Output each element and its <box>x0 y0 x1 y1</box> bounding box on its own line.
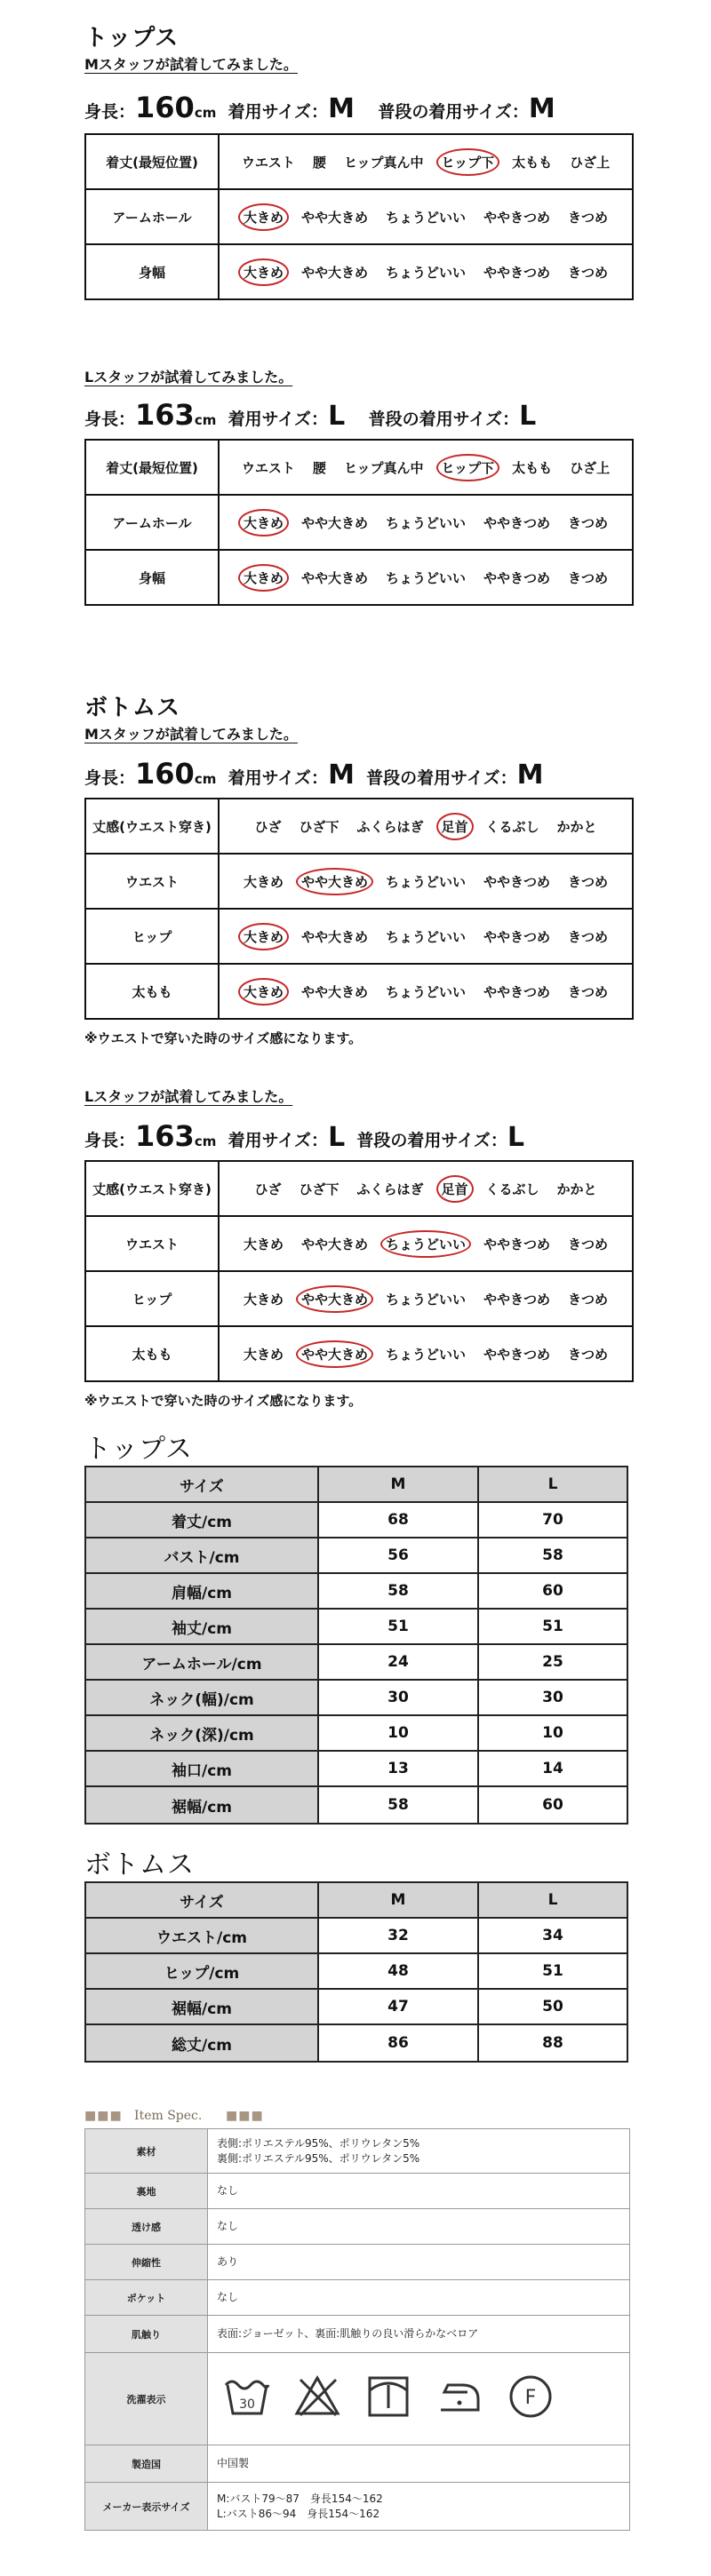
size-row <box>86 1716 627 1752</box>
size-row <box>86 2025 627 2061</box>
size-label: 着用サイズ： <box>228 1131 329 1150</box>
spec-value-line: 表側:ポリエステル95%、ポリウレタン5% <box>217 2137 420 2151</box>
fit-option: きつめ <box>568 514 609 531</box>
spec-row <box>85 2174 630 2209</box>
fit-option: きつめ <box>568 983 609 1000</box>
size-value: 50 <box>479 1990 627 2025</box>
spec-row <box>85 2353 630 2445</box>
size-row <box>86 1990 627 2025</box>
fit-option-selected: やや大きめ <box>296 1285 373 1313</box>
dry-clean-letter: F <box>524 2387 537 2410</box>
fit-option: 大きめ <box>243 1346 284 1363</box>
height-label: 身長： <box>84 768 136 788</box>
spec-label: メーカー表示サイズ <box>85 2483 208 2531</box>
fit-options <box>219 1326 633 1381</box>
no-bleach-icon <box>293 2373 341 2424</box>
size-value: 47 <box>319 1990 479 2025</box>
bottoms-m-measurements <box>84 757 544 791</box>
fit-row <box>85 964 633 1019</box>
fit-row-label: ウエスト <box>85 1216 219 1271</box>
fit-row-label: ウエスト <box>85 854 219 909</box>
spec-value <box>208 2445 630 2483</box>
size-value: 24 <box>319 1645 479 1681</box>
size-row <box>86 1574 627 1610</box>
size-row <box>86 1538 627 1574</box>
size-value: 56 <box>319 1538 479 1574</box>
spec-label: 素材 <box>85 2129 208 2174</box>
size-row-label: ウエスト/cm <box>86 1919 319 1954</box>
fit-option: ひざ <box>254 818 282 835</box>
spec-value-line: 裏側:ポリエステル95%、ポリウレタン5% <box>217 2151 420 2165</box>
height-unit: cm <box>194 771 217 787</box>
fit-option: ひざ下 <box>299 1181 340 1197</box>
fit-option: やや大きめ <box>300 209 368 226</box>
size-row-label: 裾幅/cm <box>86 1990 319 2025</box>
spec-value <box>208 2245 630 2280</box>
fit-option-selected: 大きめ <box>238 564 289 592</box>
fit-row <box>85 244 633 299</box>
fit-option-selected: ヒップ下 <box>436 148 500 176</box>
spec-label: 洗濯表示 <box>85 2353 208 2445</box>
spec-label: ポケット <box>85 2280 208 2316</box>
fit-options <box>219 909 633 964</box>
spec-value-line: なし <box>217 2291 239 2304</box>
fit-option: やや大きめ <box>300 514 368 531</box>
height-label: 身長： <box>84 409 136 429</box>
fit-option: きつめ <box>568 928 609 945</box>
usual-size-label: 普段の着用サイズ： <box>378 102 529 122</box>
tops-size-title: トップス <box>84 1434 193 1465</box>
fit-option: かかと <box>556 1181 597 1197</box>
height-value: 160 <box>135 91 195 124</box>
spec-value <box>208 2129 630 2174</box>
spec-label: 透け感 <box>85 2209 208 2245</box>
bottoms-l-measurements <box>84 1119 524 1153</box>
fit-option: ちょうどいい <box>385 983 466 1000</box>
fit-option: ヒップ真ん中 <box>343 459 424 476</box>
fit-option: ちょうどいい <box>385 1346 466 1363</box>
fit-option: ややきつめ <box>483 209 551 226</box>
size-value: 51 <box>479 1954 627 1990</box>
fit-option: ややきつめ <box>483 1291 551 1308</box>
spec-row <box>85 2316 630 2353</box>
size-row-label: 袖丈/cm <box>86 1610 319 1645</box>
fit-row <box>85 550 633 605</box>
tops-m-fit-table <box>84 133 634 300</box>
fit-option: 腰 <box>312 154 326 171</box>
fit-option: 太もも <box>512 459 553 476</box>
bottoms-m-staff-caption: Mスタッフが試着してみました。 <box>84 726 298 743</box>
height-label: 身長： <box>84 1131 136 1150</box>
fit-row-label: ヒップ <box>85 909 219 964</box>
fit-option: 腰 <box>312 459 326 476</box>
size-header-cell: L <box>479 1467 627 1503</box>
fit-row <box>85 854 633 909</box>
fit-option: ややきつめ <box>483 1346 551 1363</box>
spec-value-line: L:バスト86〜94 身長154〜162 <box>217 2507 380 2520</box>
usual-size-value: L <box>519 401 537 432</box>
size-value: M <box>328 759 355 791</box>
fit-option: 大きめ <box>243 1236 284 1252</box>
tops-size-table <box>84 1466 628 1825</box>
bottoms-m-note: ※ウエストで穿いた時のサイズ感になります。 <box>84 1030 363 1046</box>
fit-options <box>219 189 633 244</box>
size-row <box>86 1954 627 1990</box>
fit-row-label: 丈感(ウエスト穿き) <box>85 799 219 854</box>
fit-option: ちょうどいい <box>385 209 466 226</box>
fit-options <box>219 964 633 1019</box>
size-value: 30 <box>479 1681 627 1716</box>
height-unit: cm <box>194 1133 217 1149</box>
bottoms-m-fit-table <box>84 798 634 1020</box>
fit-option: かかと <box>556 818 597 835</box>
size-header-row <box>86 1467 627 1503</box>
spec-value <box>208 2209 630 2245</box>
size-row-label: 着丈/cm <box>86 1503 319 1538</box>
height-unit: cm <box>194 105 217 121</box>
fit-row-label: アームホール <box>85 189 219 244</box>
spec-row <box>85 2245 630 2280</box>
size-value: 51 <box>319 1610 479 1645</box>
fit-option: きつめ <box>568 873 609 890</box>
fit-option: やや大きめ <box>300 1236 368 1252</box>
size-row <box>86 1610 627 1645</box>
size-value: 48 <box>319 1954 479 1990</box>
height-unit: cm <box>194 412 217 428</box>
fit-option-selected: 大きめ <box>238 258 289 286</box>
fit-option: ちょうどいい <box>385 873 466 890</box>
spec-value <box>208 2353 630 2445</box>
fit-row-label: 太もも <box>85 1326 219 1381</box>
fit-option: ヒップ真ん中 <box>343 154 424 171</box>
fit-row <box>85 1161 633 1216</box>
bottoms-l-staff-caption: Lスタッフが試着してみました。 <box>84 1088 293 1105</box>
size-value: 25 <box>479 1645 627 1681</box>
size-value: 70 <box>479 1503 627 1538</box>
fit-option: ふくらはぎ <box>356 1181 424 1197</box>
size-header-cell: サイズ <box>86 1883 319 1919</box>
fit-option: ちょうどいい <box>385 569 466 586</box>
spec-value <box>208 2280 630 2316</box>
spec-value-line: 表面:ジョーゼット、裏面:肌触りの良い滑らかなベロア <box>217 2327 479 2341</box>
fit-option-selected: ヒップ下 <box>436 454 500 481</box>
fit-option: ひざ <box>254 1181 282 1197</box>
fit-option-selected: 大きめ <box>238 509 289 537</box>
tops-m-measurements <box>84 91 555 124</box>
wash-temp: 30 <box>239 2397 255 2413</box>
fit-row <box>85 799 633 854</box>
size-value: 88 <box>542 2034 563 2052</box>
spec-value-line: あり <box>217 2255 239 2269</box>
fit-option: やや大きめ <box>300 983 368 1000</box>
fit-option: ちょうどいい <box>385 514 466 531</box>
fit-row-label: 太もも <box>85 964 219 1019</box>
bottoms-l-fit-table <box>84 1160 634 1382</box>
size-row-label: アームホール/cm <box>86 1645 319 1681</box>
fit-row <box>85 1271 633 1326</box>
size-value: 60 <box>479 1574 627 1610</box>
spec-value <box>208 2316 630 2353</box>
size-value: 60 <box>542 1796 563 1814</box>
size-row-label: 裾幅/cm <box>86 1787 319 1823</box>
fit-row <box>85 1326 633 1381</box>
fit-option: 大きめ <box>243 873 284 890</box>
fit-option: 太もも <box>512 154 553 171</box>
spec-label: 伸縮性 <box>85 2245 208 2280</box>
size-row-label: 袖口/cm <box>86 1752 319 1787</box>
fit-option: やや大きめ <box>300 928 368 945</box>
size-value: 51 <box>479 1610 627 1645</box>
tops-fit-title: トップス <box>84 25 180 52</box>
size-value: 58 <box>479 1538 627 1574</box>
spec-value-line: 中国製 <box>217 2457 250 2470</box>
fit-options <box>219 854 633 909</box>
usual-size-value: M <box>516 759 544 791</box>
fit-options <box>219 550 633 605</box>
fit-option-selected: 足首 <box>436 1175 474 1203</box>
size-header-cell: L <box>479 1883 627 1919</box>
fit-option: ウエスト <box>241 459 295 476</box>
fit-option: きつめ <box>568 264 609 281</box>
size-row <box>86 1787 627 1823</box>
tops-l-fit-table <box>84 439 634 606</box>
size-value: 34 <box>479 1919 627 1954</box>
size-value: 68 <box>319 1503 479 1538</box>
fit-options <box>219 1216 633 1271</box>
size-row <box>86 1645 627 1681</box>
fit-option: ややきつめ <box>483 514 551 531</box>
size-row-label: ネック(幅)/cm <box>86 1681 319 1716</box>
fit-options <box>219 134 633 189</box>
size-row-label: 総丈/cm <box>86 2025 319 2061</box>
fit-option: くるぶし <box>485 818 539 835</box>
size-value: L <box>328 1122 346 1153</box>
tops-l-measurements <box>84 398 536 432</box>
spec-label: 製造国 <box>85 2445 208 2483</box>
fit-option: 大きめ <box>243 1291 284 1308</box>
header-squares-left: ■■■ <box>84 2109 123 2123</box>
size-row-label: 肩幅/cm <box>86 1574 319 1610</box>
usual-size-value: M <box>528 93 555 124</box>
item-spec-table <box>84 2128 630 2531</box>
usual-size-label: 普段の着用サイズ： <box>356 1131 507 1150</box>
tops-l-staff-caption: Lスタッフが試着してみました。 <box>84 369 293 386</box>
size-header-cell: サイズ <box>86 1467 319 1503</box>
fit-option: きつめ <box>568 1346 609 1363</box>
item-spec-header <box>84 2109 264 2123</box>
size-value: 10 <box>319 1716 479 1752</box>
spec-label: 肌触り <box>85 2316 208 2353</box>
size-header-cell: M <box>319 1883 479 1919</box>
size-value: 10 <box>479 1716 627 1752</box>
spec-row <box>85 2445 630 2483</box>
fit-option: ややきつめ <box>483 983 551 1000</box>
size-row <box>86 1919 627 1954</box>
fit-option: ひざ下 <box>299 818 340 835</box>
spec-value-line: なし <box>217 2184 239 2198</box>
size-value: 13 <box>319 1752 479 1787</box>
fit-options <box>219 1271 633 1326</box>
size-row <box>86 1503 627 1538</box>
height-value: 160 <box>135 757 195 791</box>
dry-clean-f-icon <box>507 2373 555 2424</box>
header-squares-right: ■■■ <box>226 2109 264 2123</box>
spec-value <box>208 2483 630 2531</box>
fit-option-selected: 大きめ <box>238 203 289 231</box>
size-value: 58 <box>319 1787 479 1823</box>
fit-row-label: 着丈(最短位置) <box>85 440 219 495</box>
fit-row-label: 身幅 <box>85 244 219 299</box>
bottoms-l-note: ※ウエストで穿いた時のサイズ感になります。 <box>84 1393 363 1409</box>
fit-row <box>85 495 633 550</box>
fit-row-label: 着丈(最短位置) <box>85 134 219 189</box>
fit-options <box>219 799 633 854</box>
size-row-label: ヒップ/cm <box>86 1954 319 1990</box>
fit-option-selected: 大きめ <box>238 923 289 950</box>
fit-option: ややきつめ <box>483 264 551 281</box>
fit-option: やや大きめ <box>300 569 368 586</box>
fit-row <box>85 440 633 495</box>
spec-row <box>85 2129 630 2174</box>
fit-option: ちょうどいい <box>385 264 466 281</box>
spec-value <box>208 2174 630 2209</box>
size-value: 58 <box>319 1574 479 1610</box>
usual-size-label: 普段の着用サイズ： <box>366 768 517 788</box>
size-value: 86 <box>319 2025 479 2061</box>
size-header-row <box>86 1883 627 1919</box>
fit-option-selected: やや大きめ <box>296 1340 373 1368</box>
fit-row-label: 丈感(ウエスト穿き) <box>85 1161 219 1216</box>
size-header-cell: M <box>319 1467 479 1503</box>
fit-option: ひざ上 <box>570 154 611 171</box>
size-label: 着用サイズ： <box>228 409 329 429</box>
fit-row <box>85 189 633 244</box>
size-value: L <box>328 401 346 432</box>
spec-label: 裏地 <box>85 2174 208 2209</box>
fit-option: きつめ <box>568 209 609 226</box>
fit-option: ややきつめ <box>483 873 551 890</box>
fit-row <box>85 909 633 964</box>
height-value: 163 <box>135 1119 195 1153</box>
spec-value-line: なし <box>217 2220 239 2233</box>
fit-option-selected: 足首 <box>436 813 474 840</box>
fit-options <box>219 1161 633 1216</box>
wash-30-icon <box>222 2373 270 2424</box>
fit-option: ちょうどいい <box>385 1291 466 1308</box>
bottoms-fit-title: ボトムス <box>84 695 181 721</box>
fit-row <box>85 1216 633 1271</box>
fit-options <box>219 244 633 299</box>
spec-value-line: M:バスト79〜87 身長154〜162 <box>217 2493 383 2506</box>
spec-row <box>85 2483 630 2531</box>
fit-option: ふくらはぎ <box>356 818 424 835</box>
care-icons <box>217 2373 620 2424</box>
fit-option: ちょうどいい <box>385 928 466 945</box>
fit-option-selected: ちょうどいい <box>380 1230 471 1258</box>
fit-option: ウエスト <box>241 154 295 171</box>
size-value: 14 <box>479 1752 627 1787</box>
height-value: 163 <box>135 398 195 432</box>
usual-size-label: 普段の着用サイズ： <box>368 409 520 429</box>
size-row-label: バスト/cm <box>86 1538 319 1574</box>
fit-option-selected: 大きめ <box>238 978 289 1006</box>
size-row <box>86 1681 627 1716</box>
spec-row <box>85 2280 630 2316</box>
size-label: 着用サイズ： <box>228 768 329 788</box>
size-row-label: ネック(深)/cm <box>86 1716 319 1752</box>
fit-option: きつめ <box>568 1236 609 1252</box>
fit-options <box>219 495 633 550</box>
fit-row-label: アームホール <box>85 495 219 550</box>
tops-m-staff-caption: Mスタッフが試着してみました。 <box>84 56 298 73</box>
fit-option: ひざ上 <box>570 459 611 476</box>
bottoms-size-title: ボトムス <box>84 1849 195 1880</box>
fit-option: きつめ <box>568 1291 609 1308</box>
bottoms-size-table <box>84 1881 628 2063</box>
fit-option: ややきつめ <box>483 569 551 586</box>
fit-option: ややきつめ <box>483 1236 551 1252</box>
size-value: M <box>328 93 355 124</box>
fit-row-label: ヒップ <box>85 1271 219 1326</box>
fit-row-label: 身幅 <box>85 550 219 605</box>
iron-low-icon <box>435 2373 483 2424</box>
usual-size-value: L <box>507 1122 525 1153</box>
fit-row <box>85 134 633 189</box>
fit-option: やや大きめ <box>300 264 368 281</box>
size-row <box>86 1752 627 1787</box>
fit-option: くるぶし <box>485 1181 539 1197</box>
fit-option: ややきつめ <box>483 928 551 945</box>
size-value: 30 <box>319 1681 479 1716</box>
fit-options <box>219 440 633 495</box>
item-spec-title: Item Spec. <box>134 2109 203 2123</box>
line-dry-icon <box>364 2373 412 2424</box>
fit-option-selected: やや大きめ <box>296 868 373 895</box>
fit-option: きつめ <box>568 569 609 586</box>
spec-row <box>85 2209 630 2245</box>
size-value: 32 <box>319 1919 479 1954</box>
height-label: 身長： <box>84 102 136 122</box>
size-label: 着用サイズ： <box>228 102 329 122</box>
